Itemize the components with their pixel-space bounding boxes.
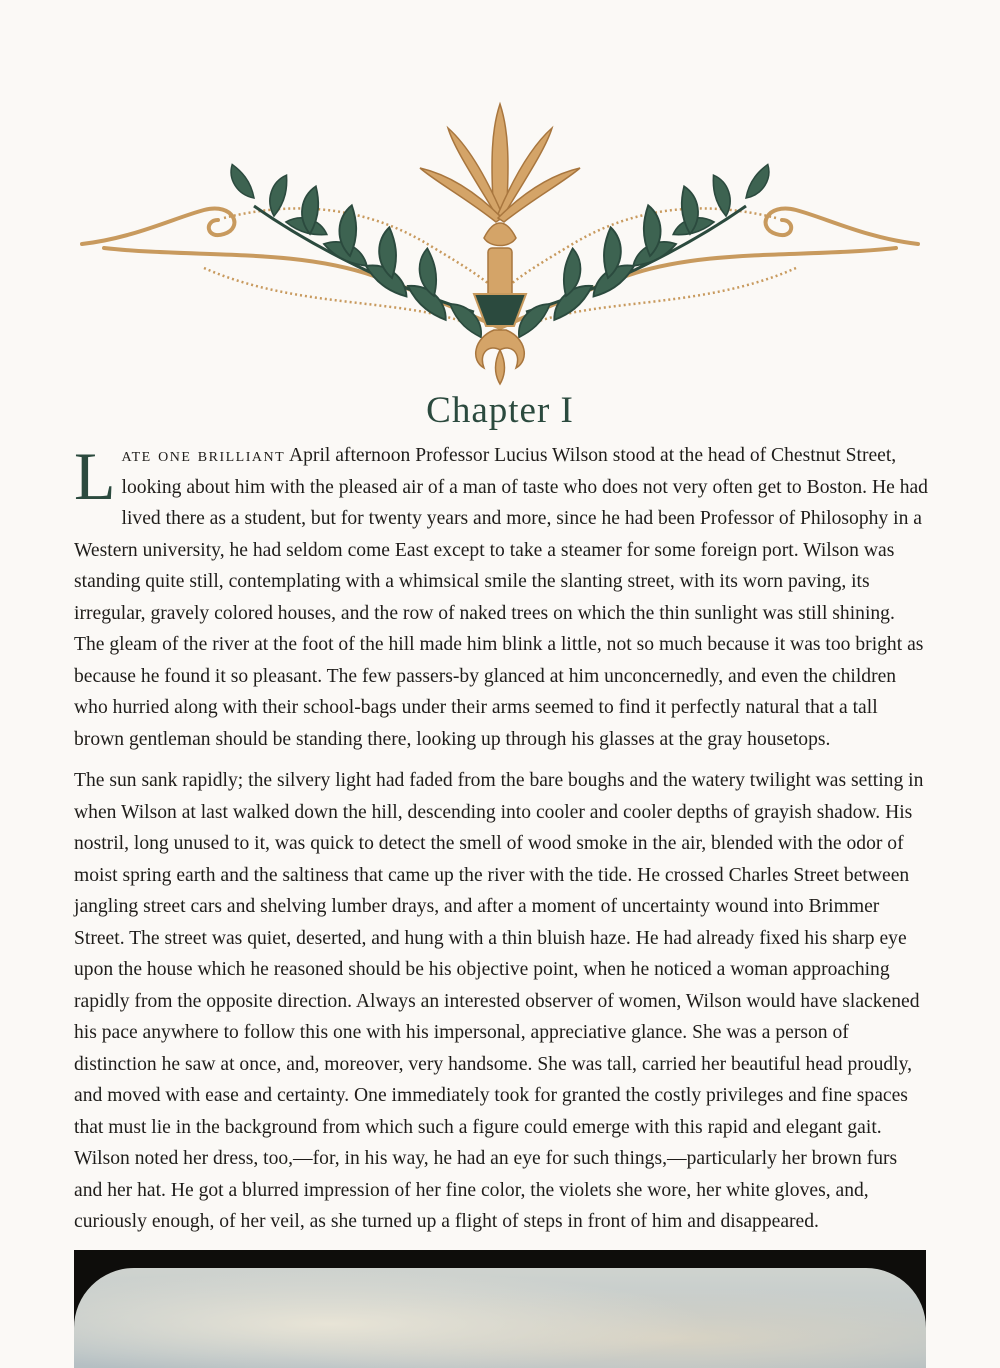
chapter-ornament-icon <box>74 98 926 390</box>
chapter-title: Chapter I <box>426 390 574 431</box>
paragraph-1-text: April afternoon Professor Lucius Wilson stood at the head of Chestnut Street, looking about him with the pleased air of a man of taste who does not very often get to Boston. He had lived there as a student, but for twenty years and more, since he had been Professor of Philosophy in a Western university, he had seldom come East except to take a steamer for some foreign port. Wilson was standing quite still, contemplating with a whimsical smile the slanting street, with its worn paving, its irregular, gravely colored houses, and the row of naked trees on which the thin sunlight was still shining. The gleam of the river at the foot of the hill made him blink a little, not so much because it was too bright as because he found it so pleasant. The few passers-by glanced at him unconcernedly, and even the children who hurried along with their school-bags under their arms seemed to find it perfectly natural that a tall brown gentleman should be standing there, looking up through his glasses at the gray housetops. <box>74 445 928 750</box>
painting-canvas <box>74 1268 926 1368</box>
paragraph-2: The sun sank rapidly; the silvery light had faded from the bare boughs and the watery twilight was setting in when Wilson at last walked down the hill, descending into cooler and cooler depths of grayish shadow. His nostril, long unused to it, was quick to detect the smell of wood smoke in the air, blended with the odor of moist spring earth and the saltiness that came up the river with the tide. He crossed Charles Street between jangling street cars and shelving lumber drays, and after a moment of uncertainty wound into Brimmer Street. The street was quiet, deserted, and hung with a thin bluish haze. He had already fixed his sharp eye upon the house which he reasoned should be his objective point, when he noticed a woman approaching rapidly from the opposite direction. Always an interested observer of women, Wilson would have slackened his pace anywhere to follow this one with his impersonal, appreciative glance. She was a person of distinction he saw at once, and, moreover, very handsome. She was tall, carried her beautiful head proudly, and moved with ease and certainty. One immediately took for granted the costly privileges and fine spaces that must lie in the background from which such a figure could emerge with this rapid and elegant gait. Wilson noted her dress, too,—for, in his way, he had an eye for such things,—particularly her brown furs and her hat. He got a blurred impression of her fine color, the violets she wore, her white gloves, and, curiously enough, of her veil, as she turned up a flight of steps in front of him and disappeared. <box>74 770 924 1232</box>
drop-cap: L <box>74 438 116 514</box>
opening-small-caps: ate one brilliant <box>121 445 286 466</box>
chapter-body <box>74 440 928 1238</box>
cloudy-sky-painting-image <box>74 1250 926 1368</box>
paragraph-1 <box>74 440 928 755</box>
